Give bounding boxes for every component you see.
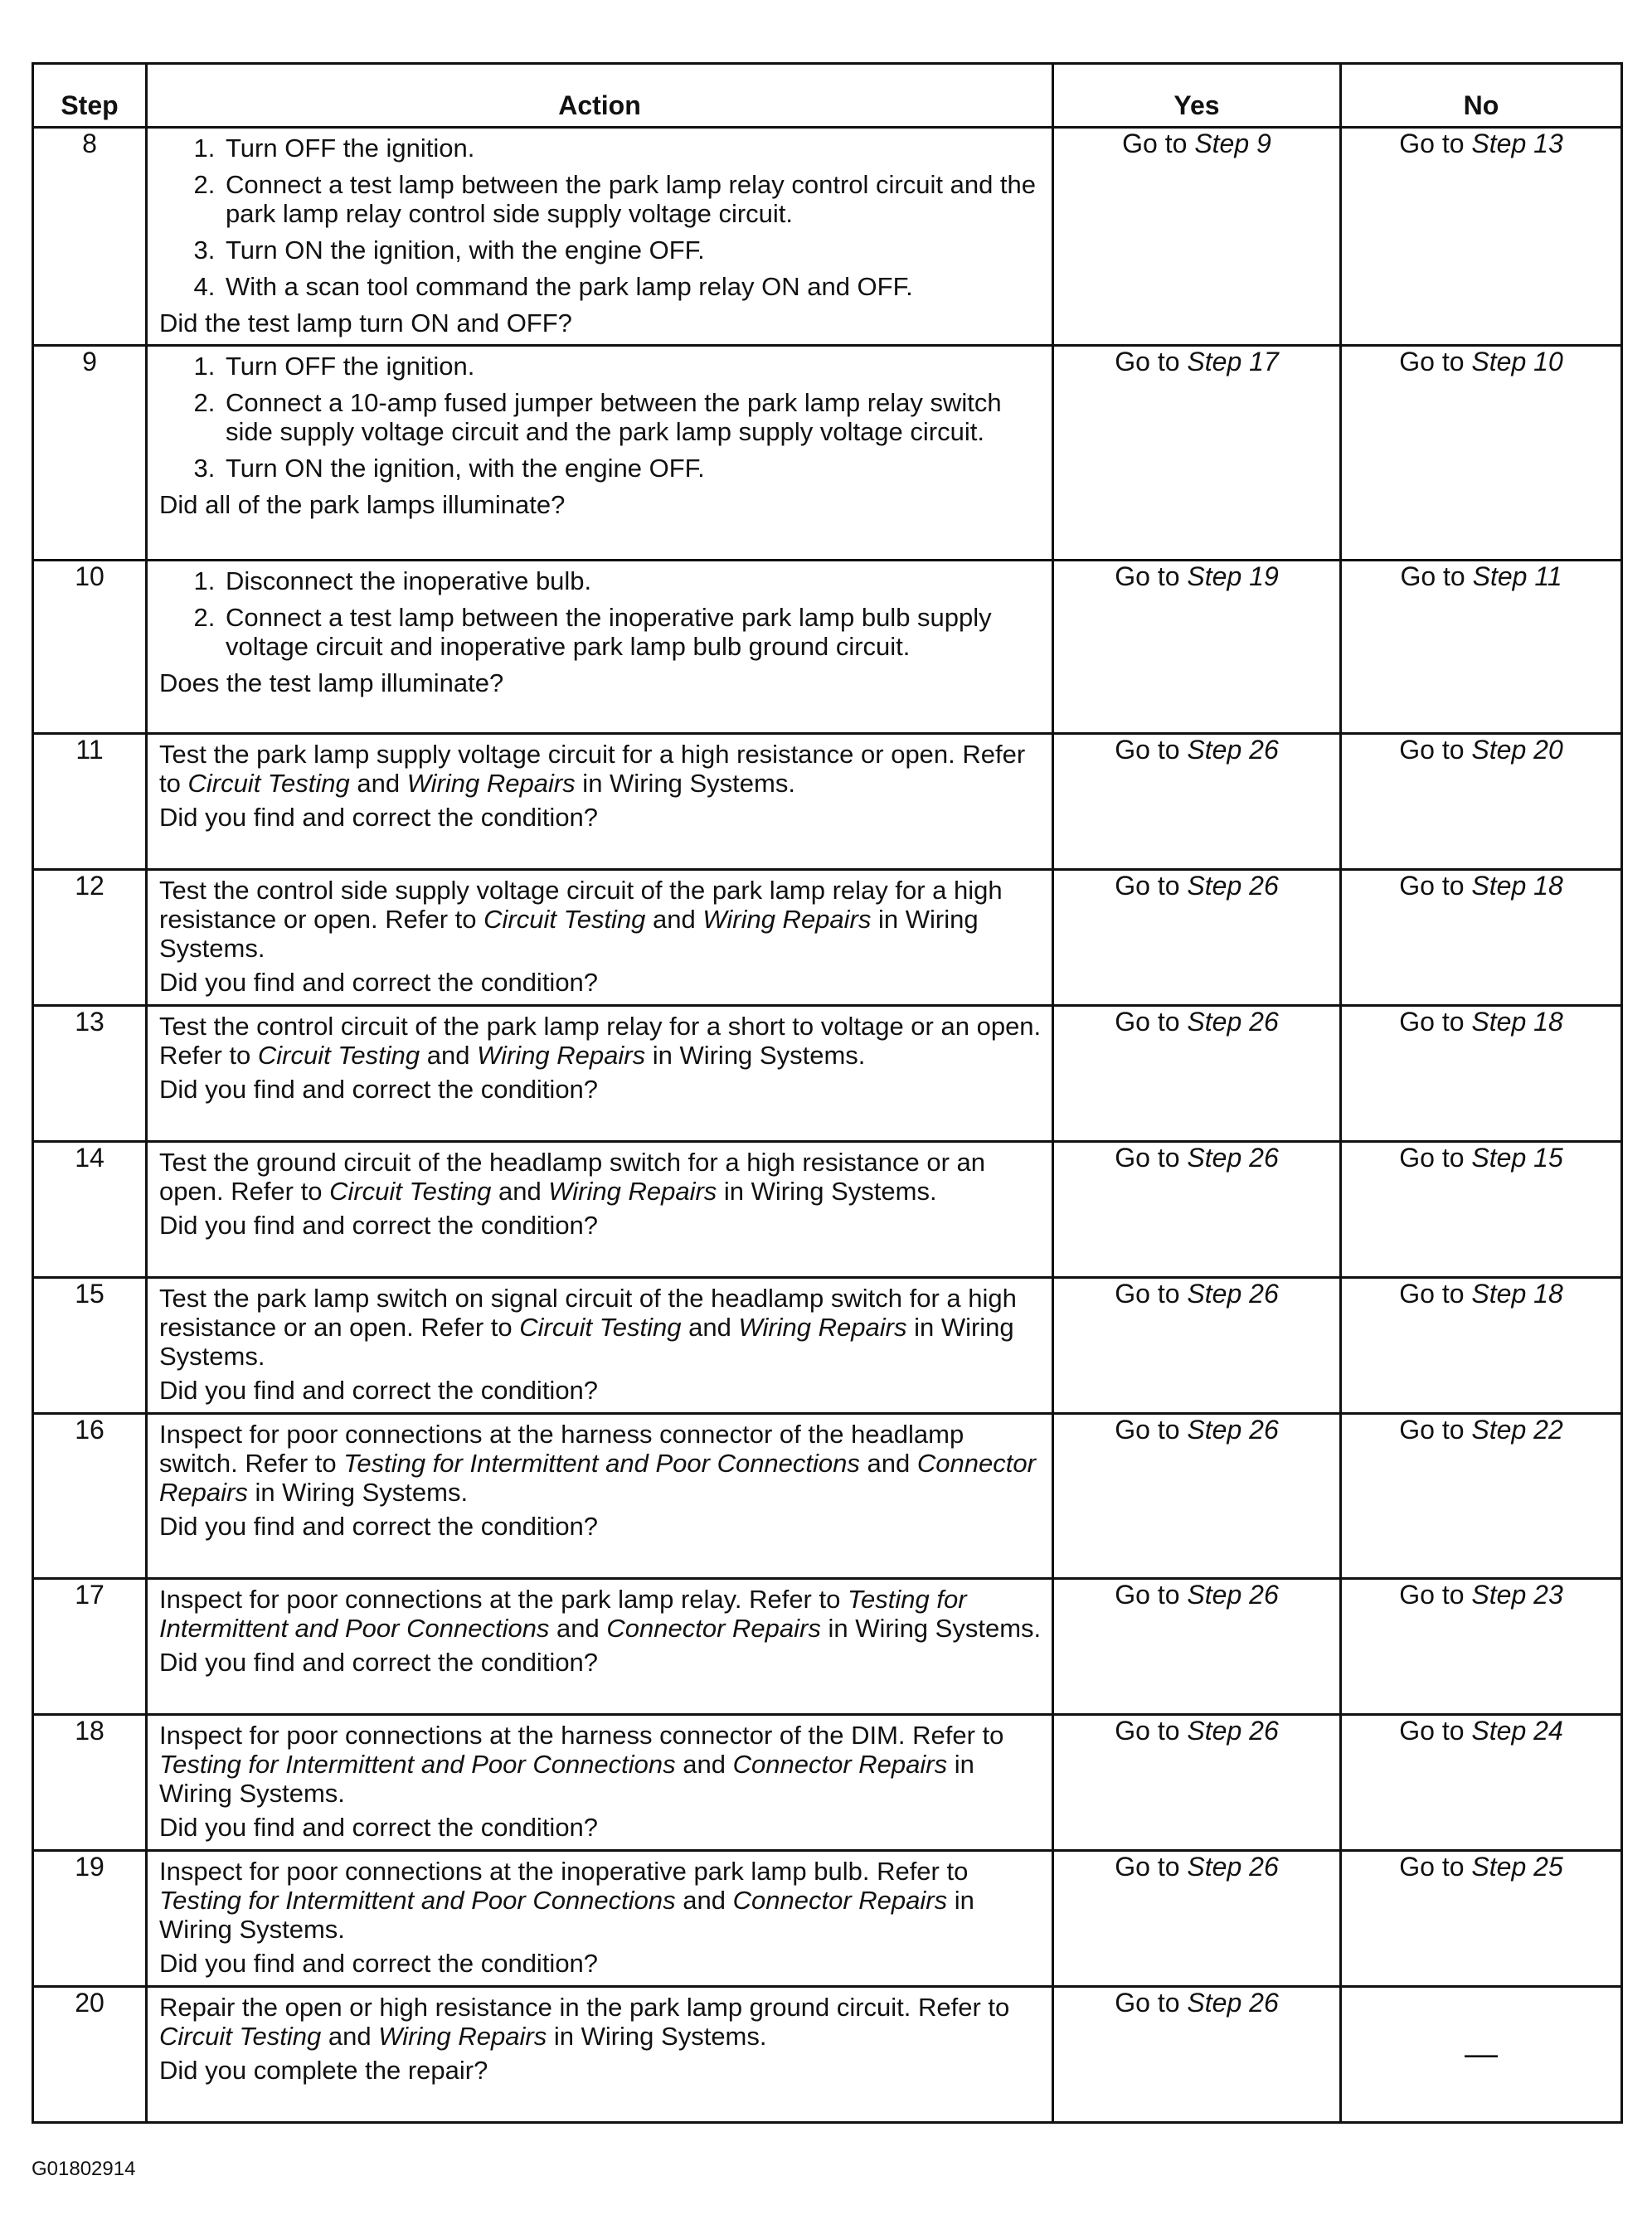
yes-result-cell	[1053, 1579, 1341, 1715]
instruction-text: in Wiring Systems.	[159, 1886, 974, 1944]
figure-id: G01802914	[32, 2158, 136, 2180]
action-instruction	[159, 1721, 1043, 1808]
goto-prefix: Go to	[1399, 129, 1465, 158]
header-row	[33, 64, 1622, 128]
goto-prefix: Go to	[1115, 871, 1180, 901]
goto-step-reference: Step 10	[1471, 347, 1563, 376]
table-row	[33, 1851, 1622, 1987]
instruction-text: Test the park lamp switch on signal circuit of the headlamp switch for a high resistance or an open. Refer to	[159, 1284, 1017, 1342]
goto-prefix: Go to	[1399, 1716, 1465, 1746]
action-cell	[147, 1715, 1053, 1851]
action-instruction	[159, 1857, 1043, 1944]
instruction-text: in Wiring Systems.	[575, 769, 795, 798]
goto-step-reference: Step 26	[1187, 871, 1279, 901]
step-number: 13	[33, 1006, 147, 1142]
reference-link-text: Testing for Intermittent and Poor Connections	[343, 1449, 860, 1478]
action-question: Did you find and correct the condition?	[159, 803, 599, 832]
table-row	[33, 561, 1622, 734]
instruction-text: and	[859, 1449, 917, 1478]
action-step-item: 2. Connect a test lamp between the inoperative park lamp bulb supply voltage circuit and inoperative park lamp bulb ground circuit.	[222, 603, 1043, 661]
instruction-text: and	[420, 1041, 478, 1070]
goto-step-reference: Step 26	[1187, 1988, 1279, 2018]
reference-link-text: Testing for Intermittent and Poor Connections	[159, 1585, 967, 1643]
reference-link-text: Circuit Testing	[483, 905, 646, 934]
goto-prefix: Go to	[1115, 1415, 1180, 1445]
action-cell	[147, 561, 1053, 734]
yes-result-cell	[1053, 1006, 1341, 1142]
action-cell	[147, 1579, 1053, 1715]
goto-prefix: Go to	[1115, 1580, 1180, 1610]
step-number: 9	[33, 346, 147, 561]
goto-prefix: Go to	[1115, 1716, 1180, 1746]
action-cell	[147, 1414, 1053, 1579]
yes-result-cell	[1053, 346, 1341, 561]
action-cell	[147, 1142, 1053, 1278]
action-step-item: 1. Turn OFF the ignition.	[222, 134, 1043, 163]
action-question: Did you find and correct the condition?	[159, 1949, 599, 1978]
goto-prefix: Go to	[1399, 1580, 1465, 1610]
table-row	[33, 870, 1622, 1006]
reference-link-text: Testing for Intermittent and Poor Connections	[159, 1886, 676, 1915]
goto-prefix: Go to	[1399, 1415, 1465, 1445]
action-instruction	[159, 740, 1043, 798]
goto-step-reference: Step 24	[1471, 1716, 1563, 1746]
action-step-item: 1. Turn OFF the ignition.	[222, 352, 1043, 381]
goto-step-reference: Step 11	[1472, 561, 1562, 591]
reference-link-text: Connector Repairs	[732, 1750, 948, 1779]
table-row	[33, 734, 1622, 870]
goto-prefix: Go to	[1399, 1852, 1465, 1882]
table-row	[33, 1142, 1622, 1278]
instruction-text: Inspect for poor connections at the harness connector of the headlamp switch. Refer to	[159, 1420, 964, 1478]
goto-step-reference: Step 19	[1187, 561, 1279, 591]
yes-result-cell	[1053, 128, 1341, 346]
yes-result-cell	[1053, 561, 1341, 734]
goto-step-reference: Step 23	[1471, 1580, 1563, 1610]
no-result-cell	[1341, 1851, 1622, 1987]
goto-step-reference: Step 26	[1187, 1580, 1279, 1610]
yes-result-cell	[1053, 1987, 1341, 2123]
reference-link-text: Connector Repairs	[159, 1449, 1036, 1507]
instruction-text: and	[645, 905, 703, 934]
table-row	[33, 1579, 1622, 1715]
instruction-text: and	[681, 1313, 739, 1342]
reference-link-text: Wiring Repairs	[738, 1313, 907, 1342]
action-question: Did you find and correct the condition?	[159, 1211, 599, 1240]
action-question: Did the test lamp turn ON and OFF?	[159, 308, 572, 338]
action-instruction	[159, 1012, 1043, 1070]
reference-link-text: Testing for Intermittent and Poor Connections	[159, 1750, 676, 1779]
no-result-cell	[1341, 1278, 1622, 1414]
step-number: 17	[33, 1579, 147, 1715]
step-number: 12	[33, 870, 147, 1006]
goto-prefix: Go to	[1399, 735, 1465, 765]
reference-link-text: Wiring Repairs	[378, 2022, 547, 2051]
action-question: Did all of the park lamps illuminate?	[159, 490, 566, 519]
reference-link-text: Wiring Repairs	[477, 1041, 646, 1070]
header-no: No	[1341, 64, 1622, 128]
no-result-cell	[1341, 734, 1622, 870]
no-result-cell	[1341, 1715, 1622, 1851]
action-step-item: 3. Turn ON the ignition, with the engine OFF.	[222, 236, 1043, 265]
header-step: Step	[33, 64, 147, 128]
action-cell	[147, 346, 1053, 561]
action-instruction	[159, 1420, 1043, 1507]
action-instruction	[159, 1148, 1043, 1206]
instruction-text: Test the control circuit of the park lamp relay for a short to voltage or an open. Refer to	[159, 1012, 1042, 1070]
action-step-item: 3. Turn ON the ignition, with the engine OFF.	[222, 454, 1043, 483]
instruction-text: and	[675, 1886, 733, 1915]
yes-result-cell	[1053, 1414, 1341, 1579]
goto-step-reference: Step 22	[1471, 1415, 1563, 1445]
goto-step-reference: Step 18	[1471, 1279, 1563, 1309]
goto-step-reference: Step 26	[1187, 1852, 1279, 1882]
step-number: 15	[33, 1278, 147, 1414]
instruction-text: Test the control side supply voltage circuit of the park lamp relay for a high resistance or open. Refer to	[159, 876, 1003, 934]
action-instruction	[159, 1585, 1043, 1643]
goto-prefix: Go to	[1115, 1007, 1180, 1037]
instruction-text: in Wiring Systems.	[159, 905, 979, 963]
instruction-text: and	[675, 1750, 733, 1779]
step-number: 16	[33, 1414, 147, 1579]
yes-result-cell	[1053, 1278, 1341, 1414]
action-steps-list	[159, 566, 1043, 661]
action-instruction	[159, 1993, 1043, 2051]
table-row	[33, 128, 1622, 346]
header-action: Action	[147, 64, 1053, 128]
action-question: Did you find and correct the condition?	[159, 968, 599, 997]
action-question: Does the test lamp illuminate?	[159, 668, 504, 697]
goto-prefix: Go to	[1115, 735, 1180, 765]
no-result-cell	[1341, 128, 1622, 346]
goto-prefix: Go to	[1399, 347, 1465, 376]
instruction-text: Inspect for poor connections at the inoperative park lamp bulb. Refer to	[159, 1857, 969, 1886]
action-question: Did you find and correct the condition?	[159, 1075, 599, 1104]
goto-step-reference: Step 26	[1187, 735, 1279, 765]
action-steps-list	[159, 134, 1043, 301]
step-number: 18	[33, 1715, 147, 1851]
no-result-cell	[1341, 1006, 1622, 1142]
instruction-text: Inspect for poor connections at the park lamp relay. Refer to	[159, 1585, 848, 1614]
instruction-text: and	[321, 2022, 379, 2051]
reference-link-text: Wiring Repairs	[702, 905, 872, 934]
goto-step-reference: Step 18	[1471, 1007, 1563, 1037]
yes-result-cell	[1053, 870, 1341, 1006]
action-cell	[147, 1987, 1053, 2123]
reference-link-text: Circuit Testing	[257, 1041, 420, 1070]
goto-step-reference: Step 26	[1187, 1415, 1279, 1445]
instruction-text: Inspect for poor connections at the harness connector of the DIM. Refer to	[159, 1721, 1004, 1750]
no-result-cell	[1341, 1142, 1622, 1278]
goto-step-reference: Step 25	[1471, 1852, 1563, 1882]
goto-prefix: Go to	[1115, 561, 1180, 591]
no-result-cell	[1341, 1414, 1622, 1579]
action-question: Did you find and correct the condition?	[159, 1376, 599, 1405]
reference-link-text: Circuit Testing	[329, 1177, 492, 1206]
reference-link-text: Circuit Testing	[159, 2022, 322, 2051]
instruction-text: in Wiring Systems.	[159, 1313, 1014, 1371]
instruction-text: Test the park lamp supply voltage circuit for a high resistance or open. Refer to	[159, 740, 1026, 798]
goto-prefix: Go to	[1399, 1143, 1465, 1173]
yes-result-cell	[1053, 1715, 1341, 1851]
no-result-cell	[1341, 1987, 1622, 2123]
goto-step-reference: Step 9	[1194, 129, 1271, 158]
action-cell	[147, 1851, 1053, 1987]
action-instruction	[159, 1284, 1043, 1371]
instruction-text: Repair the open or high resistance in the park lamp ground circuit. Refer to	[159, 1993, 1010, 2022]
action-question: Did you find and correct the condition?	[159, 1512, 599, 1541]
goto-prefix: Go to	[1122, 129, 1188, 158]
action-cell	[147, 734, 1053, 870]
goto-prefix: Go to	[1399, 871, 1465, 901]
diagnostic-table	[32, 62, 1623, 2124]
goto-step-reference: Step 15	[1471, 1143, 1563, 1173]
no-result-cell	[1341, 346, 1622, 561]
yes-result-cell	[1053, 1851, 1341, 1987]
table-body	[33, 128, 1622, 2123]
goto-prefix: Go to	[1399, 1007, 1465, 1037]
instruction-text: and	[491, 1177, 549, 1206]
action-cell	[147, 128, 1053, 346]
instruction-text: in Wiring Systems.	[820, 1614, 1042, 1643]
action-question: Did you find and correct the condition?	[159, 1813, 599, 1842]
action-cell	[147, 1278, 1053, 1414]
action-question: Did you complete the repair?	[159, 2056, 488, 2085]
reference-link-text: Wiring Repairs	[548, 1177, 717, 1206]
step-number: 8	[33, 128, 147, 346]
action-step-item: 4. With a scan tool command the park lamp relay ON and OFF.	[222, 272, 1043, 301]
table-row	[33, 1715, 1622, 1851]
no-result-cell	[1341, 561, 1622, 734]
reference-link-text: Wiring Repairs	[406, 769, 576, 798]
no-result-cell	[1341, 870, 1622, 1006]
step-number: 11	[33, 734, 147, 870]
goto-prefix: Go to	[1115, 1852, 1180, 1882]
goto-step-reference: Step 26	[1187, 1007, 1279, 1037]
goto-step-reference: Step 26	[1187, 1143, 1279, 1173]
yes-result-cell	[1053, 734, 1341, 870]
reference-link-text: Connector Repairs	[732, 1886, 948, 1915]
not-applicable-dash: —	[1465, 2036, 1498, 2072]
instruction-text: and	[549, 1614, 607, 1643]
goto-prefix: Go to	[1115, 1988, 1180, 2018]
instruction-text: Test the ground circuit of the headlamp switch for a high resistance or an open. Refer to	[159, 1148, 985, 1206]
instruction-text: in Wiring Systems.	[717, 1177, 937, 1206]
action-cell	[147, 870, 1053, 1006]
goto-step-reference: Step 13	[1471, 129, 1563, 158]
table-row	[33, 1987, 1622, 2123]
goto-step-reference: Step 17	[1187, 347, 1279, 376]
action-instruction	[159, 876, 1043, 963]
no-result-cell	[1341, 1579, 1622, 1715]
goto-step-reference: Step 18	[1471, 871, 1563, 901]
yes-result-cell	[1053, 1142, 1341, 1278]
instruction-text: in Wiring Systems.	[159, 1750, 974, 1808]
table-row	[33, 1414, 1622, 1579]
action-steps-list	[159, 352, 1043, 483]
step-number: 20	[33, 1987, 147, 2123]
instruction-text: and	[349, 769, 407, 798]
table-row	[33, 1006, 1622, 1142]
goto-step-reference: Step 26	[1187, 1716, 1279, 1746]
goto-prefix: Go to	[1115, 1279, 1180, 1309]
step-number: 10	[33, 561, 147, 734]
instruction-text: in Wiring Systems.	[247, 1478, 469, 1507]
action-step-item: 2. Connect a test lamp between the park lamp relay control circuit and the park lamp relay control side supply voltage circuit.	[222, 170, 1043, 228]
action-step-item: 2. Connect a 10-amp fused jumper between the park lamp relay switch side supply voltage circuit and the park lamp supply voltage circuit.	[222, 388, 1043, 446]
table-row	[33, 1278, 1622, 1414]
instruction-text: in Wiring Systems.	[547, 2022, 767, 2051]
instruction-text: in Wiring Systems.	[645, 1041, 866, 1070]
action-step-item: 1. Disconnect the inoperative bulb.	[222, 566, 1043, 595]
goto-step-reference: Step 20	[1471, 735, 1563, 765]
goto-prefix: Go to	[1399, 1279, 1465, 1309]
goto-prefix: Go to	[1400, 561, 1465, 591]
goto-prefix: Go to	[1115, 1143, 1180, 1173]
reference-link-text: Connector Repairs	[606, 1614, 821, 1643]
reference-link-text: Circuit Testing	[519, 1313, 682, 1342]
action-question: Did you find and correct the condition?	[159, 1648, 599, 1677]
action-cell	[147, 1006, 1053, 1142]
goto-step-reference: Step 26	[1187, 1279, 1279, 1309]
goto-prefix: Go to	[1115, 347, 1180, 376]
step-number: 19	[33, 1851, 147, 1987]
header-yes: Yes	[1053, 64, 1341, 128]
reference-link-text: Circuit Testing	[187, 769, 350, 798]
table-row	[33, 346, 1622, 561]
step-number: 14	[33, 1142, 147, 1278]
